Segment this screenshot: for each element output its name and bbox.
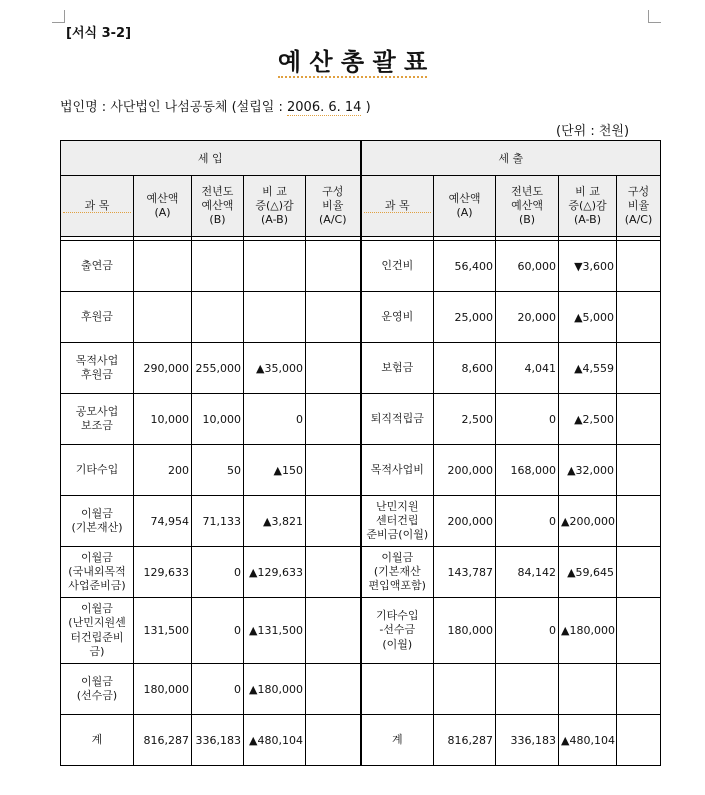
expense-ratio-cell bbox=[617, 241, 661, 292]
income-header-prev bbox=[192, 176, 244, 237]
expense-prev-cell: 0 bbox=[496, 394, 559, 445]
income-budget-cell: 10,000 bbox=[134, 394, 192, 445]
income-subject-cell bbox=[61, 598, 134, 664]
income-header-subject-text: 과 목 bbox=[63, 199, 131, 214]
expense-header-budget bbox=[434, 176, 496, 237]
income-budget-cell: 74,954 bbox=[134, 496, 192, 547]
expense-subject-line: 편입액포함) bbox=[368, 579, 426, 593]
expense-prev-cell: 0 bbox=[496, 598, 559, 664]
expense-prev-cell: 84,142 bbox=[496, 547, 559, 598]
table-row bbox=[61, 496, 661, 547]
expense-budget-cell: 200,000 bbox=[434, 496, 496, 547]
expense-subject-line: 인건비 bbox=[381, 258, 414, 272]
income-subject-line: 금) bbox=[89, 644, 105, 658]
expense-prev-cell: 60,000 bbox=[496, 241, 559, 292]
expense-subject-line: 난민지원 bbox=[376, 499, 419, 513]
income-subject-line: (국내외목적 bbox=[68, 564, 126, 578]
table-row bbox=[61, 547, 661, 598]
income-prev-cell bbox=[192, 292, 244, 343]
income-header-ratio-line: 구성 bbox=[322, 185, 344, 199]
income-prev-cell: 71,133 bbox=[192, 496, 244, 547]
expense-subject-line: -선수금 bbox=[379, 623, 416, 637]
income-ratio-cell bbox=[306, 715, 361, 766]
expense-subject-cell bbox=[361, 445, 434, 496]
income-subject-line: 터건립준비 bbox=[70, 630, 124, 644]
expense-budget-cell: 816,287 bbox=[434, 715, 496, 766]
expense-header-prev-line: (B) bbox=[518, 212, 536, 226]
income-diff-cell: ▲129,633 bbox=[244, 547, 306, 598]
income-subject-line: 사업준비금) bbox=[68, 579, 126, 593]
expense-header-diff-line: 증(△)감 bbox=[568, 199, 607, 213]
expense-diff-cell: ▲180,000 bbox=[559, 598, 617, 664]
income-header-budget bbox=[134, 176, 192, 237]
income-prev-cell: 0 bbox=[192, 598, 244, 664]
expense-header-ratio-line: 비율 bbox=[627, 199, 650, 213]
expense-subject-cell: 계 bbox=[361, 715, 434, 766]
expense-ratio-cell bbox=[617, 445, 661, 496]
expense-header-prev-line: 예산액 bbox=[511, 199, 543, 213]
table-row bbox=[61, 394, 661, 445]
income-subject-line: (기본재산) bbox=[71, 521, 123, 534]
income-header-ratio bbox=[306, 176, 361, 237]
establishment-date: 2006. 6. 14 bbox=[287, 100, 362, 115]
income-subject-cell bbox=[61, 241, 134, 292]
income-subject-cell bbox=[61, 664, 134, 715]
income-subject-line: 이월금 bbox=[81, 601, 113, 615]
income-subject-cell bbox=[61, 343, 134, 394]
income-budget-cell bbox=[134, 292, 192, 343]
income-subject-line: (난민지원센 bbox=[68, 616, 126, 630]
expense-header-ratio-line: (A/C) bbox=[624, 212, 653, 226]
income-budget-cell: 131,500 bbox=[134, 598, 192, 664]
expense-diff-cell: ▲5,000 bbox=[559, 292, 617, 343]
income-header-prev-line: 전년도 bbox=[201, 185, 234, 199]
income-section-title: 세 입 bbox=[61, 141, 361, 176]
expense-header-ratio bbox=[617, 176, 661, 237]
income-header-diff bbox=[244, 176, 306, 237]
income-subject-line: 후원금 bbox=[81, 368, 113, 381]
expense-prev-cell: 168,000 bbox=[496, 445, 559, 496]
expense-diff-cell: ▼3,600 bbox=[559, 241, 617, 292]
income-diff-cell bbox=[244, 241, 306, 292]
expense-header-subject-text: 과 목 bbox=[364, 199, 432, 214]
income-budget-cell: 290,000 bbox=[134, 343, 192, 394]
income-header-ratio-line: 비율 bbox=[322, 199, 344, 213]
income-subject-line: 공모사업 bbox=[75, 404, 119, 418]
income-budget-cell: 129,633 bbox=[134, 547, 192, 598]
expense-subject-line: 준비금(이월) bbox=[366, 528, 429, 542]
expense-header-subject bbox=[361, 176, 434, 237]
expense-subject-cell bbox=[361, 241, 434, 292]
document-title: 예 산 총 괄 표 bbox=[277, 48, 428, 76]
income-header-diff-line: 비 교 bbox=[262, 185, 287, 199]
expense-subject-cell bbox=[361, 292, 434, 343]
expense-budget-cell bbox=[434, 664, 496, 715]
expense-ratio-cell bbox=[617, 664, 661, 715]
expense-subject-cell bbox=[361, 598, 434, 664]
income-budget-cell: 200 bbox=[134, 445, 192, 496]
income-subject-line: 이월금 bbox=[81, 506, 113, 520]
expense-diff-cell: ▲59,645 bbox=[559, 547, 617, 598]
expense-prev-cell: 0 bbox=[496, 496, 559, 547]
income-ratio-cell bbox=[306, 547, 361, 598]
income-header-ratio-line: (A/C) bbox=[319, 212, 347, 226]
expense-subject-cell bbox=[361, 664, 434, 715]
section-header-row bbox=[61, 141, 661, 176]
expense-budget-cell: 2,500 bbox=[434, 394, 496, 445]
income-ratio-cell bbox=[306, 664, 361, 715]
income-header-prev-line: 예산액 bbox=[201, 199, 234, 213]
expense-subject-line: 기타수입 bbox=[376, 609, 419, 623]
table-body bbox=[61, 237, 661, 766]
document-title-wrap bbox=[0, 42, 705, 77]
income-diff-cell: 0 bbox=[244, 394, 306, 445]
expense-diff-cell bbox=[559, 664, 617, 715]
expense-diff-cell: ▲4,559 bbox=[559, 343, 617, 394]
income-diff-cell: ▲3,821 bbox=[244, 496, 306, 547]
income-prev-cell: 336,183 bbox=[192, 715, 244, 766]
expense-diff-cell: ▲200,000 bbox=[559, 496, 617, 547]
expense-header-budget-line: 예산액 bbox=[448, 192, 481, 206]
expense-header-prev-line: 전년도 bbox=[511, 185, 543, 199]
income-ratio-cell bbox=[306, 496, 361, 547]
table-row bbox=[61, 445, 661, 496]
expense-budget-cell: 25,000 bbox=[434, 292, 496, 343]
expense-subject-line: 퇴직적립금 bbox=[370, 411, 424, 425]
income-subject-line: 출연금 bbox=[81, 258, 113, 272]
expense-subject-cell bbox=[361, 496, 434, 547]
expense-prev-cell: 336,183 bbox=[496, 715, 559, 766]
expense-subject-line: 보험금 bbox=[381, 360, 414, 374]
organization-line bbox=[60, 96, 371, 115]
income-budget-cell: 180,000 bbox=[134, 664, 192, 715]
income-header-subject bbox=[61, 176, 134, 237]
income-diff-cell: ▲35,000 bbox=[244, 343, 306, 394]
income-subject-line: 후원금 bbox=[81, 309, 113, 323]
income-subject-line: 목적사업 bbox=[75, 353, 119, 367]
income-header-prev-line: (B) bbox=[209, 212, 226, 226]
income-ratio-cell bbox=[306, 241, 361, 292]
expense-header-diff-line: (A-B) bbox=[574, 212, 602, 226]
expense-prev-cell: 4,041 bbox=[496, 343, 559, 394]
unit-label: (단위 : 천원) bbox=[556, 124, 630, 139]
income-subject-cell bbox=[61, 496, 134, 547]
income-ratio-cell bbox=[306, 394, 361, 445]
expense-budget-cell: 143,787 bbox=[434, 547, 496, 598]
expense-header-budget-line: (A) bbox=[456, 206, 473, 219]
income-diff-cell: ▲480,104 bbox=[244, 715, 306, 766]
income-subject-line: 보조금 bbox=[81, 419, 113, 432]
budget-summary-table bbox=[60, 140, 661, 766]
expense-diff-cell: ▲32,000 bbox=[559, 445, 617, 496]
income-subject-cell bbox=[61, 445, 134, 496]
expense-header-prev bbox=[496, 176, 559, 237]
expense-header-diff bbox=[559, 176, 617, 237]
income-subject-line: 이월금 bbox=[81, 550, 113, 564]
page-corner-mark-left bbox=[52, 10, 65, 23]
income-diff-cell: ▲150 bbox=[244, 445, 306, 496]
expense-ratio-cell bbox=[617, 496, 661, 547]
table-row bbox=[61, 664, 661, 715]
organization-suffix: ) bbox=[361, 100, 371, 115]
income-header-budget-line: 예산액 bbox=[146, 192, 179, 206]
expense-ratio-cell bbox=[617, 598, 661, 664]
expense-subject-line: 이월금 bbox=[381, 550, 414, 564]
income-subject-cell: 계 bbox=[61, 715, 134, 766]
income-subject-line: 이월금 bbox=[81, 674, 113, 688]
income-header-budget-line: (A) bbox=[154, 206, 171, 219]
table-row bbox=[61, 343, 661, 394]
expense-budget-cell: 56,400 bbox=[434, 241, 496, 292]
organization-prefix: 법인명 : 사단법인 나섬공동체 (설립일 : bbox=[60, 100, 287, 115]
expense-subject-line: 센터건립 bbox=[376, 513, 419, 527]
income-subject-line: 기타수입 bbox=[75, 462, 119, 476]
expense-prev-cell: 20,000 bbox=[496, 292, 559, 343]
income-ratio-cell bbox=[306, 445, 361, 496]
income-prev-cell: 0 bbox=[192, 547, 244, 598]
table-row bbox=[61, 598, 661, 664]
form-number: [서식 3-2] bbox=[66, 26, 132, 41]
expense-ratio-cell bbox=[617, 292, 661, 343]
total-row bbox=[61, 715, 661, 766]
table-row bbox=[61, 241, 661, 292]
income-header-diff-line: 증(△)감 bbox=[255, 199, 294, 213]
expense-budget-cell: 8,600 bbox=[434, 343, 496, 394]
income-diff-cell: ▲180,000 bbox=[244, 664, 306, 715]
income-ratio-cell bbox=[306, 292, 361, 343]
expense-subject-line: (기본재산 bbox=[373, 564, 421, 578]
table-row bbox=[61, 292, 661, 343]
income-prev-cell: 10,000 bbox=[192, 394, 244, 445]
income-subject-line: (선수금) bbox=[76, 689, 118, 702]
income-prev-cell: 50 bbox=[192, 445, 244, 496]
column-header-row bbox=[61, 176, 661, 237]
income-subject-cell bbox=[61, 292, 134, 343]
income-header-diff-line: (A-B) bbox=[261, 212, 288, 226]
expense-diff-cell: ▲2,500 bbox=[559, 394, 617, 445]
page-corner-mark-right bbox=[648, 10, 661, 23]
expense-subject-line: (이월) bbox=[382, 637, 413, 651]
expense-ratio-cell bbox=[617, 394, 661, 445]
income-prev-cell: 0 bbox=[192, 664, 244, 715]
expense-ratio-cell bbox=[617, 715, 661, 766]
expense-section-title: 세 출 bbox=[361, 141, 661, 176]
income-ratio-cell bbox=[306, 343, 361, 394]
expense-budget-cell: 200,000 bbox=[434, 445, 496, 496]
income-prev-cell: 255,000 bbox=[192, 343, 244, 394]
expense-subject-cell bbox=[361, 343, 434, 394]
expense-diff-cell: ▲480,104 bbox=[559, 715, 617, 766]
expense-ratio-cell bbox=[617, 547, 661, 598]
expense-header-diff-line: 비 교 bbox=[575, 185, 600, 199]
expense-prev-cell bbox=[496, 664, 559, 715]
expense-subject-cell bbox=[361, 394, 434, 445]
expense-subject-line: 목적사업비 bbox=[370, 462, 424, 476]
income-prev-cell bbox=[192, 241, 244, 292]
income-subject-cell bbox=[61, 394, 134, 445]
expense-subject-line: 운영비 bbox=[381, 309, 414, 323]
expense-ratio-cell bbox=[617, 343, 661, 394]
income-ratio-cell bbox=[306, 598, 361, 664]
income-diff-cell: ▲131,500 bbox=[244, 598, 306, 664]
expense-budget-cell: 180,000 bbox=[434, 598, 496, 664]
income-budget-cell: 816,287 bbox=[134, 715, 192, 766]
expense-subject-cell bbox=[361, 547, 434, 598]
expense-header-ratio-line: 구성 bbox=[627, 185, 650, 199]
income-subject-cell bbox=[61, 547, 134, 598]
income-budget-cell bbox=[134, 241, 192, 292]
income-diff-cell bbox=[244, 292, 306, 343]
